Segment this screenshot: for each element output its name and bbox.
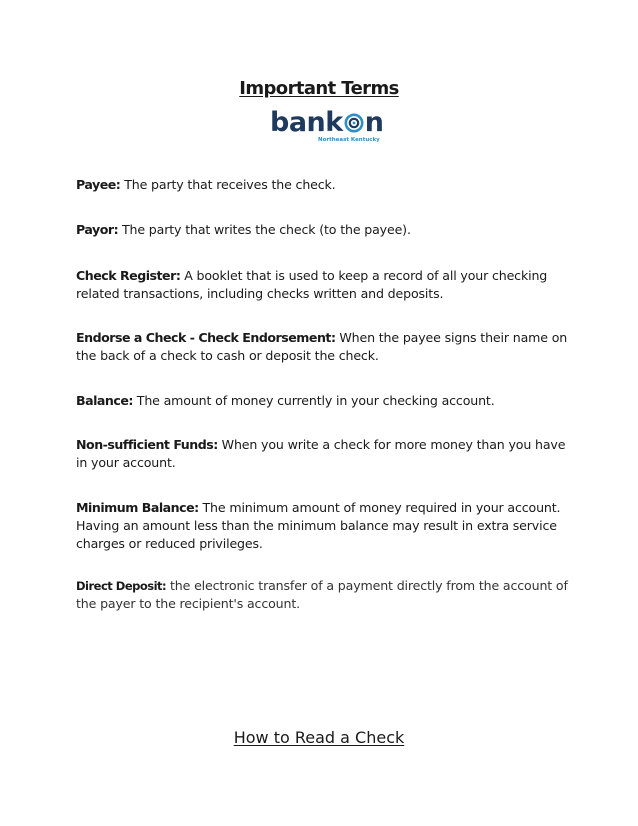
term-definition: the electronic transfer of a payment directly from the account of the payer to the recipient's account. — [76, 578, 568, 611]
logo-wordmark — [270, 108, 383, 138]
logo-word-end: n — [364, 107, 384, 138]
term-definition: The party that writes the check (to the payee). — [121, 222, 411, 237]
term-minimum-balance — [76, 499, 576, 553]
term-definition: When you write a check for more money than you have in your account. — [76, 437, 566, 470]
term-check-register — [76, 267, 576, 303]
term-label: Endorse a Check - Check Endorsement: — [76, 330, 336, 345]
term-payor — [76, 221, 576, 239]
term-label: Check Register: — [76, 268, 181, 283]
term-definition: The party that receives the check. — [124, 177, 336, 192]
logo-word-start: bank — [270, 107, 343, 138]
term-label: Minimum Balance: — [76, 500, 199, 515]
bankon-logo — [270, 107, 384, 148]
term-payee — [76, 176, 576, 194]
term-direct-deposit — [76, 577, 576, 613]
term-check-endorsement — [76, 329, 576, 365]
term-definition: A booklet that is used to keep a record of all your checking related transactions, including checks written and deposits. — [76, 268, 548, 301]
term-label: Non-sufficient Funds: — [76, 437, 218, 452]
term-label: Balance: — [76, 393, 133, 408]
term-definition: The minimum amount of money required in your account. Having an amount less than the minimum balance may result in extra service charges or reduced privileges. — [76, 500, 561, 551]
term-balance — [76, 392, 576, 410]
term-label: Payee: — [76, 177, 121, 192]
next-section-heading: How to Read a Check — [233, 728, 405, 747]
logo-subtitle: Northeast Kentucky — [318, 137, 380, 143]
term-definition: When the payee signs their name on the back of a check to cash or deposit the check. — [76, 330, 568, 363]
term-label: Direct Deposit: — [76, 579, 167, 593]
term-non-sufficient-funds — [76, 436, 576, 472]
page-title: Important Terms — [239, 78, 399, 99]
term-label: Payor: — [76, 222, 119, 237]
term-definition: The amount of money currently in your checking account. — [136, 393, 495, 408]
target-ring-icon — [344, 110, 364, 130]
